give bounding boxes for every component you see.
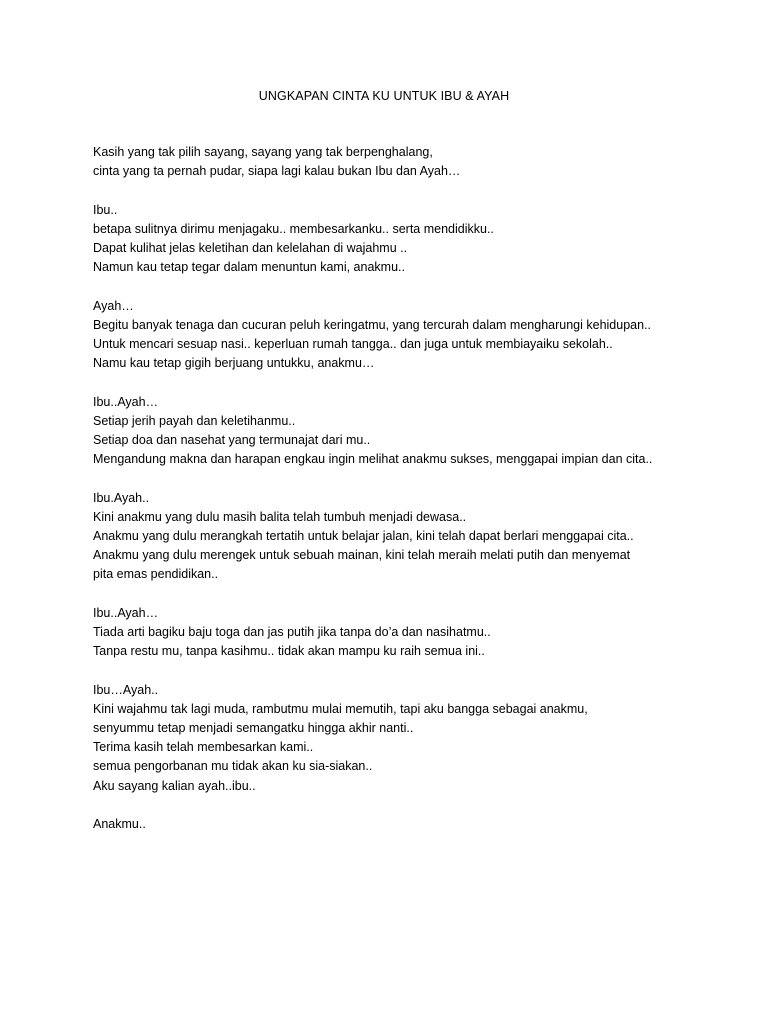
text-line: Terima kasih telah membesarkan kami..: [93, 740, 314, 755]
text-line: Ayah…: [93, 298, 134, 313]
signature-line: Anakmu..: [93, 817, 146, 831]
text-line: Ibu…Ayah..: [93, 682, 159, 697]
stanza-ibu-ayah-1: [93, 393, 733, 470]
text-line: semua pengorbanan mu tidak akan ku sia-siakan..: [93, 759, 373, 774]
text-line: pita emas pendidikan..: [93, 567, 219, 582]
text-line: Anakmu yang dulu merengek untuk sebuah mainan, kini telah meraih melati putih dan menyemat: [93, 548, 631, 563]
stanza-ibu-ayah-4: [93, 681, 733, 796]
text-line: Untuk mencari sesuap nasi.. keperluan rumah tangga.. dan juga untuk membiayaiku sekolah..: [93, 337, 613, 351]
text-line: Kasih yang tak pilih sayang, sayang yang tak berpenghalang,: [93, 145, 433, 159]
document-body: [93, 143, 733, 853]
stanza-ibu: [93, 201, 733, 278]
text-line: Ibu..Ayah…: [93, 605, 159, 620]
text-line: Ibu..Ayah…: [93, 394, 159, 409]
text-line: Aku sayang kalian ayah..ibu..: [93, 778, 256, 793]
text-line: Tiada arti bagiku baju toga dan jas putih jika tanpa do’a dan nasihatmu..: [93, 625, 491, 639]
stanza-opening: [93, 143, 733, 181]
text-line: Ibu..: [93, 202, 118, 217]
stanza-ibu-ayah-2: [93, 489, 733, 585]
text-line: Namu kau tetap gigih berjuang untukku, anakmu…: [93, 356, 375, 371]
text-line: Dapat kulihat jelas keletihan dan kelelahan di wajahmu ..: [93, 241, 408, 255]
text-line: cinta yang ta pernah pudar, siapa lagi kalau bukan Ibu dan Ayah…: [93, 164, 461, 179]
text-line: betapa sulitnya dirimu menjagaku.. membesarkanku.. serta mendidikku..: [93, 221, 494, 236]
text-line: Mengandung makna dan harapan engkau ingin melihat anakmu sukses, menggapai impian dan cita..: [93, 452, 653, 467]
stanza-ibu-ayah-3: [93, 604, 733, 662]
text-line: Namun kau tetap tegar dalam menuntun kami, anakmu..: [93, 260, 405, 275]
text-line: Ibu.Ayah..: [93, 490, 150, 505]
text-line: Setiap doa dan nasehat yang termunajat dari mu..: [93, 433, 371, 447]
text-line: Tanpa restu mu, tanpa kasihmu.. tidak akan mampu ku raih semua ini..: [93, 644, 485, 659]
text-line: Anakmu yang dulu merangkah tertatih untuk belajar jalan, kini telah dapat berlari menggapai cita..: [93, 529, 634, 543]
text-line: Kini anakmu yang dulu masih balita telah tumbuh menjadi dewasa..: [93, 509, 467, 524]
text-line: Setiap jerih payah dan keletihanmu..: [93, 413, 296, 428]
text-line: senyummu tetap menjadi semangatku hingga akhir nanti..: [93, 721, 414, 735]
document-title: UNGKAPAN CINTA KU UNTUK IBU & AYAH: [258, 89, 510, 103]
stanza-ayah: [93, 297, 733, 374]
text-line: Begitu banyak tenaga dan cucuran peluh keringatmu, yang tercurah dalam mengharungi kehidupan..: [93, 317, 652, 332]
text-line: Kini wajahmu tak lagi muda, rambutmu mulai memutih, tapi aku bangga sebagai anakmu,: [93, 701, 588, 716]
stanza-signature: [93, 815, 733, 834]
